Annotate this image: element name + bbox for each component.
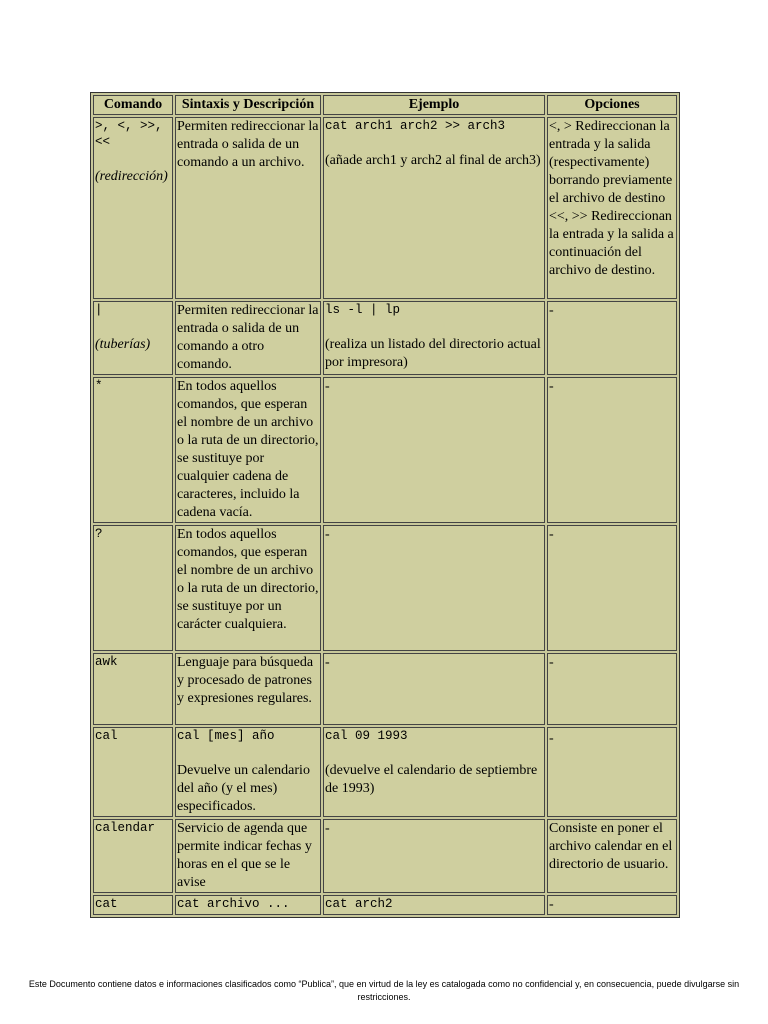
header-opciones: Opciones <box>547 95 677 115</box>
cell-description <box>175 727 321 817</box>
example-code: cat arch1 arch2 >> arch3 <box>325 119 506 133</box>
options-text: - <box>549 379 554 394</box>
example-description: - <box>325 527 330 542</box>
options-text: - <box>549 731 554 746</box>
command-name: ? <box>95 527 103 541</box>
cell-options <box>547 377 677 523</box>
syntax-code: cat archivo ... <box>177 897 290 911</box>
description-text: En todos aquellos comandos, que esperan el nombre de un archivo o la ruta de un directorio, se sustituye por cualquier cadena de caracteres, incluido la cadena vacía. <box>177 379 319 520</box>
example-description: (devuelve el calendario de septiembre de 1993) <box>325 763 538 796</box>
table-row <box>93 301 677 375</box>
cell-options <box>547 819 677 893</box>
description-text: Permiten redireccionar la entrada o salida de un comando a otro comando. <box>177 303 319 372</box>
example-description: (realiza un listado del directorio actual por impresora) <box>325 337 541 370</box>
cell-command <box>93 525 173 651</box>
command-name: awk <box>95 655 118 669</box>
cell-example <box>323 819 545 893</box>
header-sintaxis: Sintaxis y Descripción <box>175 95 321 115</box>
cell-example <box>323 653 545 725</box>
example-description: (añade arch1 y arch2 al final de arch3) <box>325 153 541 168</box>
options-text: - <box>549 303 554 318</box>
cell-example <box>323 895 545 915</box>
cell-description <box>175 895 321 915</box>
cell-description <box>175 301 321 375</box>
cell-example <box>323 727 545 817</box>
command-note: (tuberías) <box>95 337 151 352</box>
cell-example <box>323 525 545 651</box>
cell-options <box>547 895 677 915</box>
cell-command <box>93 301 173 375</box>
cell-options <box>547 727 677 817</box>
command-name: cat <box>95 897 118 911</box>
cell-example <box>323 117 545 299</box>
options-text: - <box>549 527 554 542</box>
command-name: | <box>95 303 103 317</box>
table-row <box>93 377 677 523</box>
table-row <box>93 525 677 651</box>
options-text: <, > Redireccionan la entrada y la salida (respectivamente) borrando previamente el archivo de destino <<, >> Redireccionan la entrada y la salida a continuación del archivo de destino. <box>549 119 674 278</box>
command-name: calendar <box>95 821 156 835</box>
cell-description <box>175 377 321 523</box>
description-text: Devuelve un calendario del año (y el mes) especificados. <box>177 763 310 814</box>
table-row <box>93 819 677 893</box>
example-code: ls -l | lp <box>325 303 401 317</box>
cell-example <box>323 377 545 523</box>
cell-example <box>323 301 545 375</box>
cell-command <box>93 377 173 523</box>
cell-description <box>175 819 321 893</box>
cell-options <box>547 117 677 299</box>
table-row <box>93 117 677 299</box>
command-name: cal <box>95 729 118 743</box>
table-row <box>93 653 677 725</box>
table-row <box>93 895 677 915</box>
example-code: cal 09 1993 <box>325 729 408 743</box>
table-header-row <box>93 95 677 115</box>
cell-command <box>93 819 173 893</box>
cell-command <box>93 727 173 817</box>
example-description: - <box>325 821 330 836</box>
cell-command <box>93 653 173 725</box>
cell-options <box>547 525 677 651</box>
syntax-code: cal [mes] año <box>177 729 275 743</box>
header-comando: Comando <box>93 95 173 115</box>
cell-description <box>175 653 321 725</box>
options-text: - <box>549 655 554 670</box>
example-description: - <box>325 655 330 670</box>
description-text: Lenguaje para búsqueda y procesado de patrones y expresiones regulares. <box>177 655 314 706</box>
options-text: - <box>549 897 554 912</box>
cell-command <box>93 117 173 299</box>
command-name: >, <, >>, << <box>95 119 163 149</box>
cell-options <box>547 301 677 375</box>
description-text: En todos aquellos comandos, que esperan el nombre de un archivo o la ruta de un directorio, se sustituye por un carácter cualquiera. <box>177 527 319 632</box>
description-text: Permiten redireccionar la entrada o salida de un comando a un archivo. <box>177 119 319 170</box>
cell-command <box>93 895 173 915</box>
footer-disclaimer: Este Documento contiene datos e informaciones clasificados como “Publica”, que en virtud de la ley es catalogada como no confidencial y, en consecuencia, puede divulgarse sin restricciones. <box>28 979 740 1002</box>
command-name: * <box>95 379 103 393</box>
cell-options <box>547 653 677 725</box>
cell-description <box>175 117 321 299</box>
commands-table <box>90 92 680 918</box>
table-row <box>93 727 677 817</box>
cell-description <box>175 525 321 651</box>
header-ejemplo: Ejemplo <box>323 95 545 115</box>
example-code: cat arch2 <box>325 897 393 911</box>
command-note: (redirección) <box>95 169 168 184</box>
options-text: Consiste en poner el archivo calendar en el directorio de usuario. <box>549 821 673 872</box>
description-text: Servicio de agenda que permite indicar fechas y horas en el que se le avise <box>177 821 312 890</box>
example-description: - <box>325 379 330 394</box>
